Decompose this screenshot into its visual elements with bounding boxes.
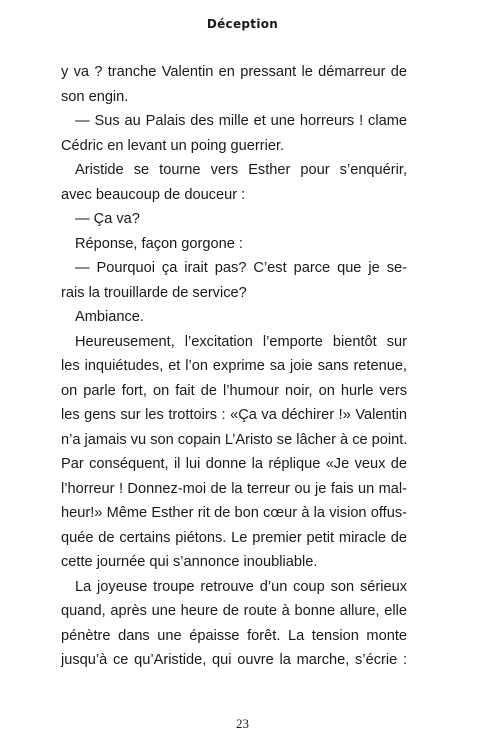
text-line: — Ça va?	[75, 211, 140, 227]
text-line: Aristide se tourne vers Esther pour s’enquérir,	[75, 162, 407, 178]
text-line: les inquiétudes, et l’on exprime sa joie sans retenue,	[61, 358, 407, 374]
text-line: on parle fort, on fait de l’humour noir, on hurle vers	[61, 382, 407, 399]
text-line: heur!» Même Esther rit de bon cœur à la vision offus-	[61, 505, 407, 521]
text-line: avec beaucoup de douceur :	[61, 186, 246, 203]
text-line: Par conséquent, il lui donne la réplique «Je veux de	[61, 456, 407, 472]
page-number: 23	[236, 716, 249, 731]
text-line: pénètre dans une épaisse forêt. La tension monte	[61, 627, 407, 644]
text-line: — Pourquoi ça irait pas? C’est parce que je se-	[75, 260, 407, 276]
text-line: Cédric en levant un poing guerrier.	[61, 137, 285, 154]
text-line: les gens sur les trottoirs : «Ça va déchirer !» Valentin	[61, 407, 407, 423]
text-line: quée de certains piétons. Le premier petit miracle de	[61, 529, 407, 546]
text-line: Heureusement, l’excitation l’emporte bientôt sur	[75, 333, 407, 350]
text-line: rais la trouillarde de service?	[61, 284, 247, 301]
body-text	[61, 60, 407, 673]
text-line: Réponse, façon gorgone :	[75, 235, 243, 252]
running-title: Déception	[206, 17, 279, 31]
text-line: son engin.	[61, 88, 129, 105]
text-line: La joyeuse troupe retrouve d’un coup son sérieux	[75, 578, 407, 595]
text-line: l’horreur ! Donnez-moi de la terreur ou je fais un mal-	[61, 480, 407, 497]
text-line: Ambiance.	[75, 309, 144, 325]
text-line: n’a jamais vu son copain L’Aristo se lâcher à ce point.	[61, 431, 408, 448]
text-line: quand, après une heure de route à bonne allure, elle	[61, 603, 407, 619]
text-line: y va ? tranche Valentin en pressant le démarreur de	[61, 64, 407, 80]
text-line: cette journée qui s’annonce inoubliable.	[61, 554, 318, 570]
text-line: jusqu’à ce qu’Aristide, qui ouvre la marche, s’écrie :	[61, 652, 407, 668]
text-line: — Sus au Palais des mille et une horreurs ! clame	[75, 113, 407, 129]
